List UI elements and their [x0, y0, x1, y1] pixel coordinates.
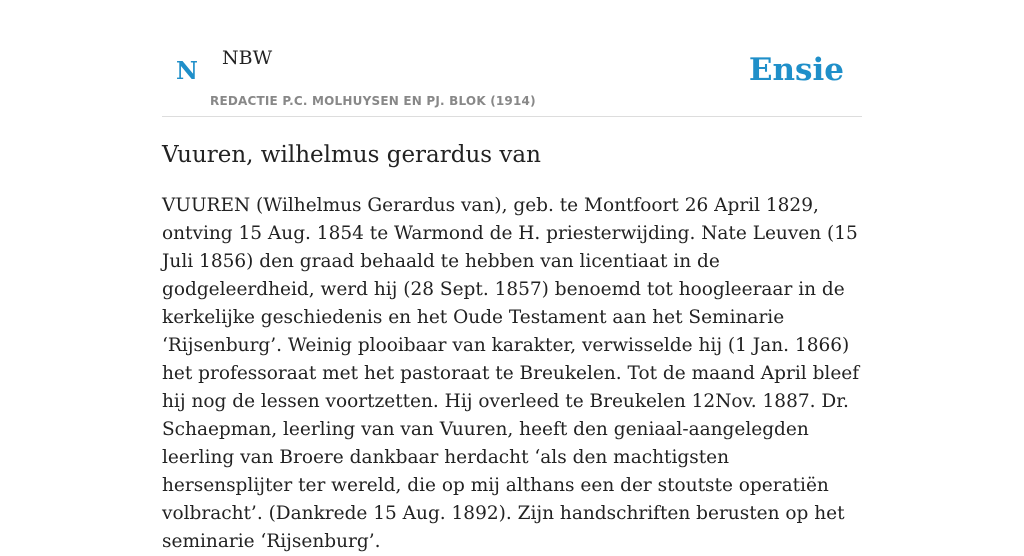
source-logo: N [176, 56, 198, 85]
brand-logo-link[interactable]: Ensie [748, 52, 844, 88]
article-body: VUUREN (Wilhelmus Gerardus van), geb. te Montfoort 26 April 1829, ontving 15 Aug. 1854 te Warmond de H. priesterwijding. Nate Leuven (15 Juli 1856) den graad behaald te hebben van licentiaat in de godgeleerdheid, werd hij (28 Sept. 1857) benoemd tot hoogleeraar in de kerkelijke geschiedenis en het Oude Testament aan het Seminarie ‘Rijsenburg’. Weinig plooibaar van karakter, verwisselde hij (1 Jan. 1866) het professoraat met het pastoraat te Breukelen. Tot de maand April bleef hij nog de lessen voortzetten. Hij overleed te Breukelen 12Nov. 1887. Dr. Schaepman, leerling van van Vuuren, heeft den geniaal-aangelegden leerling van Broere dankbaar herdacht ‘als den machtigsten hersensplijter ter wereld, die op mij althans een der stoutste operatiën volbracht’. (Dankrede 15 Aug. 1892). Zijn handschriften berusten op het seminarie ‘Rijsenburg’. [162, 195, 860, 552]
source-code[interactable]: NBW [222, 47, 273, 69]
article-title: Vuuren, wilhelmus gerardus van [162, 142, 541, 168]
source-editors: REDACTIE P.C. MOLHUYSEN EN PJ. BLOK (1914) [210, 94, 536, 108]
page-header [162, 40, 862, 117]
